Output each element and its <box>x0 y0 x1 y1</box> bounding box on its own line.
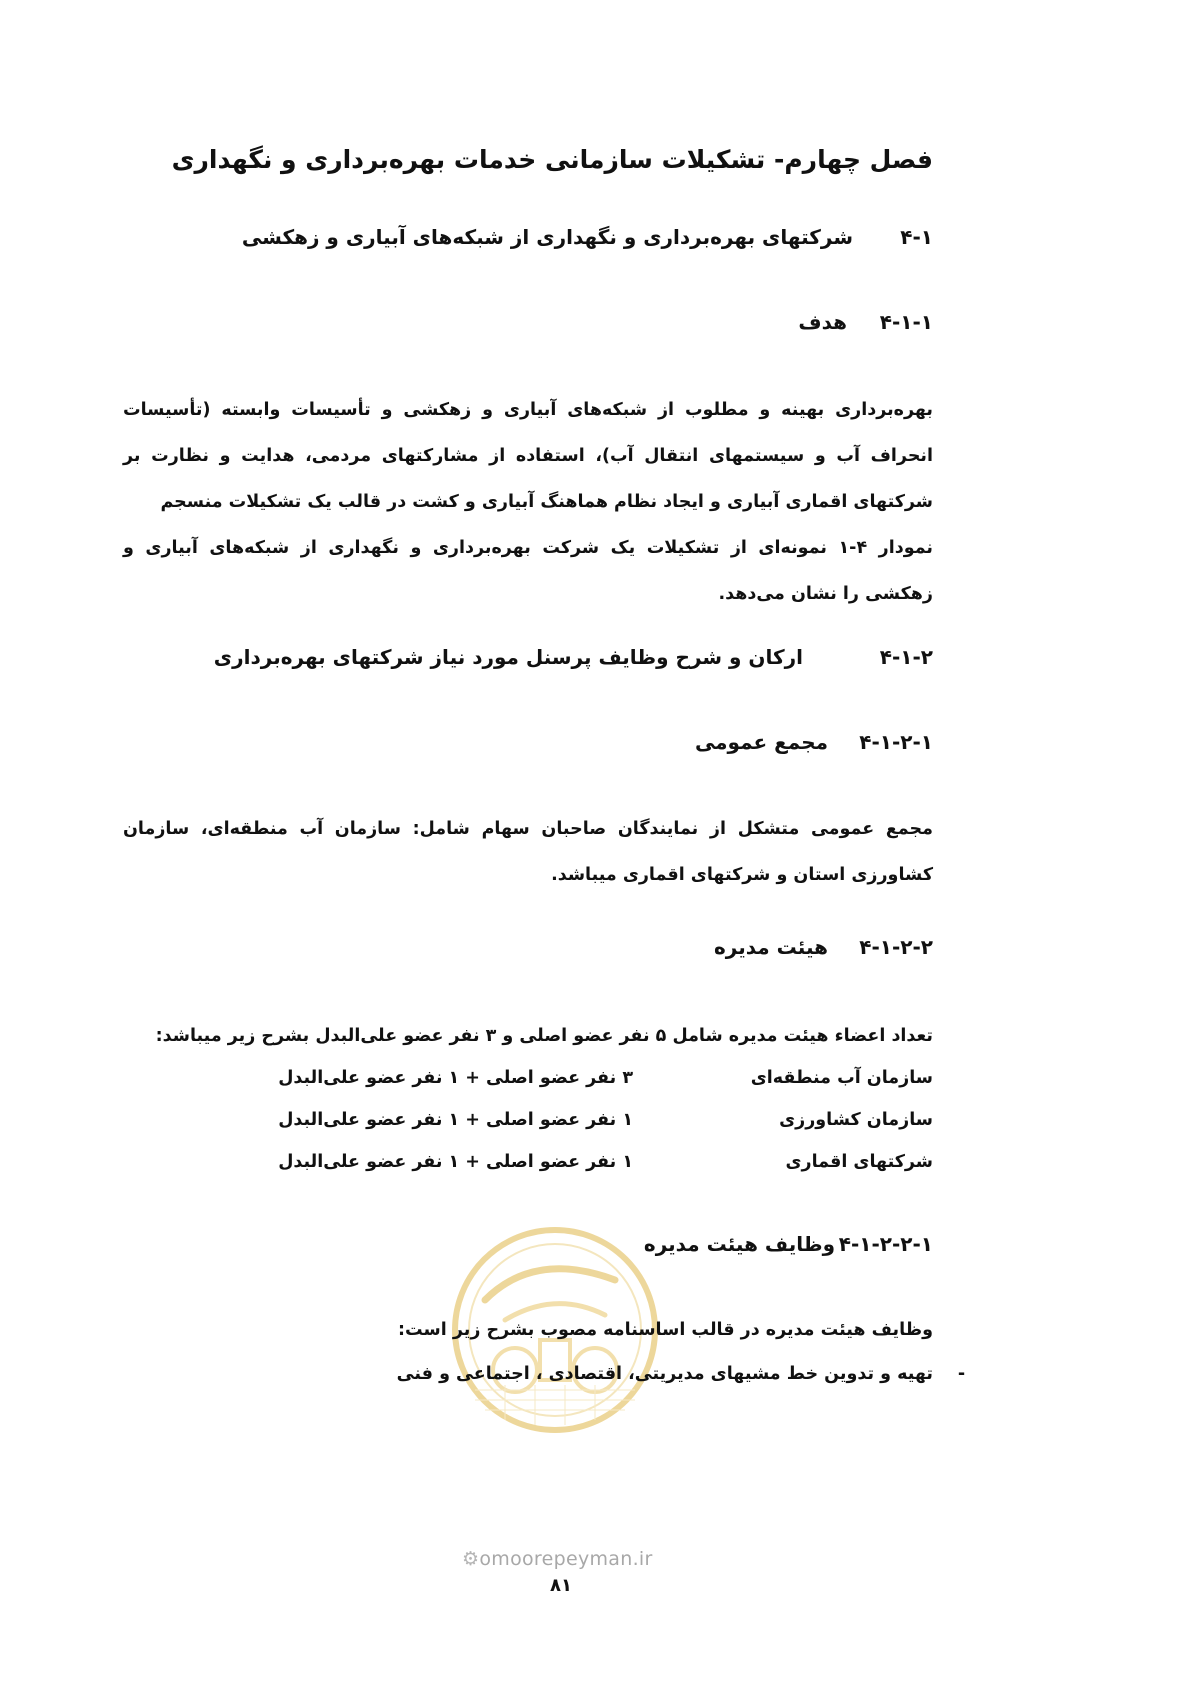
board-row <box>278 1110 933 1130</box>
watermark-site: omoorepeyman.ir <box>479 1548 653 1570</box>
section-title: هدف <box>798 310 847 334</box>
board-row-org: شرکتهای اقماری <box>785 1152 933 1172</box>
section-heading-4-1-1 <box>798 310 933 334</box>
section-number: ۴-۱-۲-۲ <box>859 935 933 959</box>
section-heading-4-1 <box>242 225 933 249</box>
list-item-text: تهیه و تدوین خط مشیهای مدیریتی، اقتصادی ، اجتماعی و فنی <box>396 1364 933 1384</box>
goal-paragraph <box>123 387 933 617</box>
section-title: هیئت مدیره <box>713 935 828 959</box>
list-item-dash: - <box>957 1364 966 1384</box>
section-number: ۴-۱-۲-۲-۱ <box>838 1232 933 1256</box>
board-intro: تعداد اعضاء هیئت مدیره شامل ۵ نفر عضو اصلی و ۳ نفر عضو علی‌البدل بشرح زیر میباشد: <box>155 1026 933 1046</box>
section-heading-4-1-2-2-1 <box>644 1232 933 1256</box>
board-row-org: سازمان آب منطقه‌ای <box>750 1068 933 1088</box>
section-number: ۴-۱-۱ <box>879 310 933 334</box>
section-heading-4-1-2-1 <box>695 730 933 754</box>
section-title: وظایف هیئت مدیره <box>643 1232 835 1256</box>
page-number: ۸۱ <box>550 1575 572 1596</box>
section-title: شرکتهای بهره‌برداری و نگهداری از شبکه‌های آبیاری و زهکشی <box>241 225 853 249</box>
watermark-gear-icon: ⚙ <box>462 1548 480 1570</box>
section-heading-4-1-2-2 <box>714 935 933 959</box>
section-title: مجمع عمومی <box>694 730 828 754</box>
section-number: ۴-۱-۲-۱ <box>859 730 933 754</box>
goal-paragraph-chart-note: نمودار ۴-۱ نمونه‌ای از تشکیلات یک شرکت بهره‌برداری و نگهداری از شبکه‌های آبیاری و زهکشی را نشان می‌دهد. <box>123 538 933 604</box>
list-item <box>397 1364 990 1384</box>
goal-paragraph-text: بهره‌برداری بهینه و مطلوب از شبکه‌های آبیاری و زهکشی و تأسیسات وابسته (تأسیسات انحراف آب و سیستمهای انتقال آب)، استفاده از مشارکتهای مردمی، هدایت و نظارت بر شرکتهای اقماری آبیاری و ایجاد نظام هماهنگ آبیاری و کشت در قالب یک تشکیلات منسجم <box>123 400 933 512</box>
assembly-paragraph-text: مجمع عمومی متشکل از نمایندگان صاحبان سهام شامل: سازمان آب منطقه‌ای، سازمان کشاورزی استان و شرکتهای اقماری میباشد. <box>123 819 933 885</box>
section-number: ۴-۱-۲ <box>879 645 933 669</box>
chapter-title: فصل چهارم- تشکیلات سازمانی خدمات بهره‌برداری و نگهداری <box>171 145 933 174</box>
board-row-seats: ۱ نفر عضو اصلی + ۱ نفر عضو علی‌البدل <box>278 1110 633 1130</box>
board-row <box>278 1068 933 1088</box>
assembly-paragraph <box>123 806 933 898</box>
section-number: ۴-۱ <box>900 225 933 249</box>
section-heading-4-1-2 <box>214 645 933 669</box>
watermark-url <box>462 1548 653 1570</box>
board-row-org: سازمان کشاورزی <box>779 1110 933 1130</box>
section-title: ارکان و شرح وظایف پرسنل مورد نیاز شرکتهای بهره‌برداری <box>213 645 803 669</box>
board-row-seats: ۱ نفر عضو اصلی + ۱ نفر عضو علی‌البدل <box>278 1152 633 1172</box>
board-row-seats: ۳ نفر عضو اصلی + ۱ نفر عضو علی‌البدل <box>278 1068 633 1088</box>
duties-intro: وظایف هیئت مدیره در قالب اساسنامه مصوب بشرح زیر است: <box>398 1320 933 1340</box>
board-row <box>278 1152 933 1172</box>
